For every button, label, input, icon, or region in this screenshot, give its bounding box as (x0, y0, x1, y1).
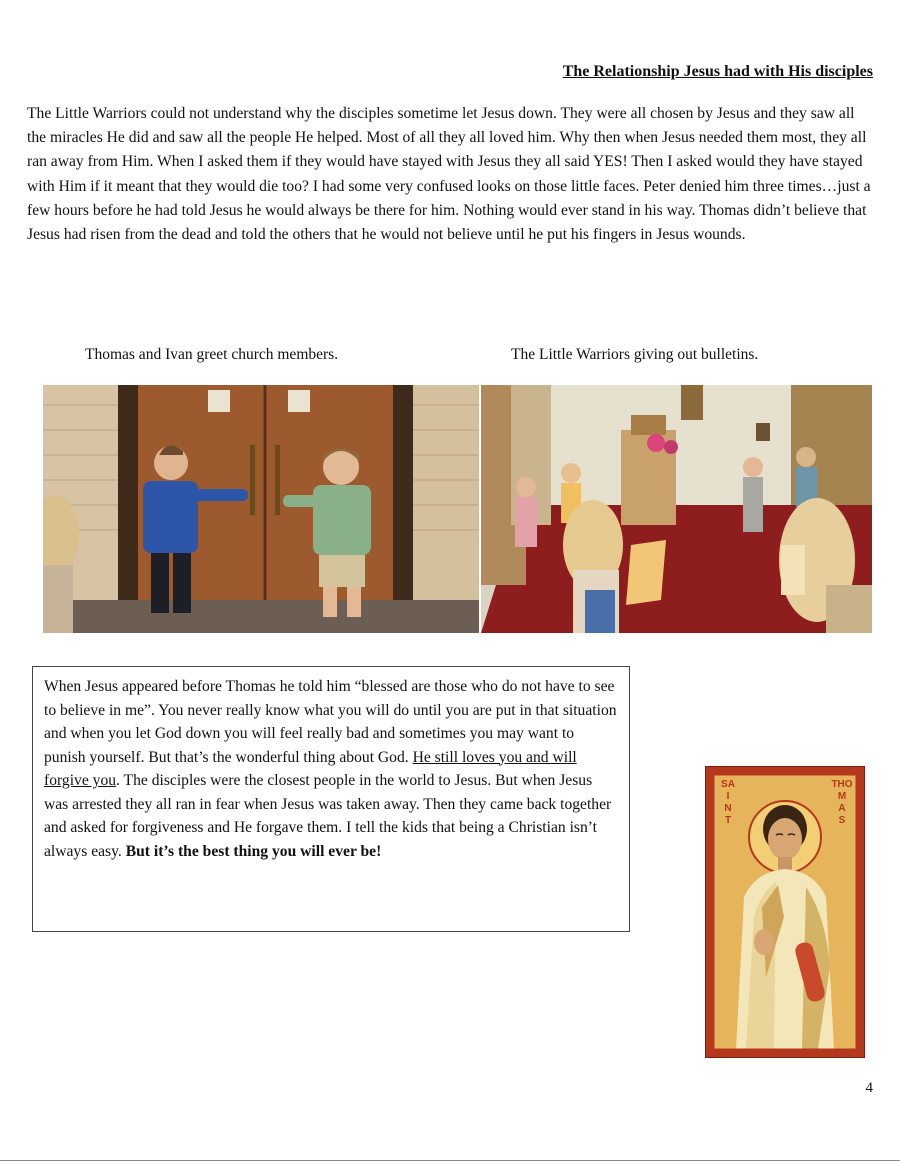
saint-letter: T (724, 815, 732, 826)
story-text-part-2: . The disciples were the closest people in the world to Jesus. But when Jesus was arrested they all ran in fear when Jesus was taken away. Then they came back together and asked for forgiveness and He forgave them. I tell the kids that being a Christian isn’t always easy. (44, 772, 612, 860)
thomas-letter: M (837, 791, 847, 802)
story-text-part-1: When Jesus appeared before Thomas he told him “blessed are those who do not have to see to believe in me”. You never really know what you will do until you are put in that situation and when you let God down you will feel really bad and sometimes you may want to punish yourself. But that’s the wonderful thing about God. (44, 678, 617, 766)
thomas-letter: S (838, 815, 846, 826)
saint-letter: N (724, 803, 732, 814)
left-photo-caption: Thomas and Ivan greet church members. (85, 346, 339, 363)
intro-paragraph: The Little Warriors could not understand why the disciples sometime let Jesus down. They were all chosen by Jesus and they saw all the miracles He did and saw all the people He helped. Most of all they all loved him. Why then when Jesus needed them most, they all ran away from Him. When I asked them if they would have stayed with Jesus they all said YES! Then I asked would they have stayed with Him if it meant that they would die too? I had some very confused looks on those little faces. Peter denied him three times…just a few hours before he had told Jesus he would always be there for him. Nothing would ever stand in his way. Thomas didn’t believe that Jesus had risen from the dead and told the others that he would not believe until he put his fingers in Jesus wounds. (27, 105, 871, 244)
saint-thomas-icon-image (705, 766, 865, 1058)
saint-lettering (718, 779, 738, 827)
best-thing-bold-text: But it’s the best thing you will ever be! (125, 842, 382, 860)
bottom-divider (0, 1160, 900, 1161)
page-number: 4 (865, 1080, 873, 1096)
thomas-story-text (44, 675, 619, 863)
photo-boys-at-doors (43, 385, 479, 633)
page-title: The Relationship Jesus had with His disciples (562, 63, 873, 80)
saint-letter: SA (721, 779, 735, 790)
forgiveness-underlined-text: He still loves you and will forgive you (44, 748, 577, 789)
photo-children-bulletins (481, 385, 872, 633)
saint-letter: I (726, 791, 730, 802)
right-photo-caption: The Little Warriors giving out bulletins. (511, 346, 759, 363)
thomas-lettering (830, 779, 854, 827)
thomas-letter: THO (831, 779, 853, 790)
thomas-story-box (32, 666, 630, 932)
thomas-letter: A (838, 803, 846, 814)
